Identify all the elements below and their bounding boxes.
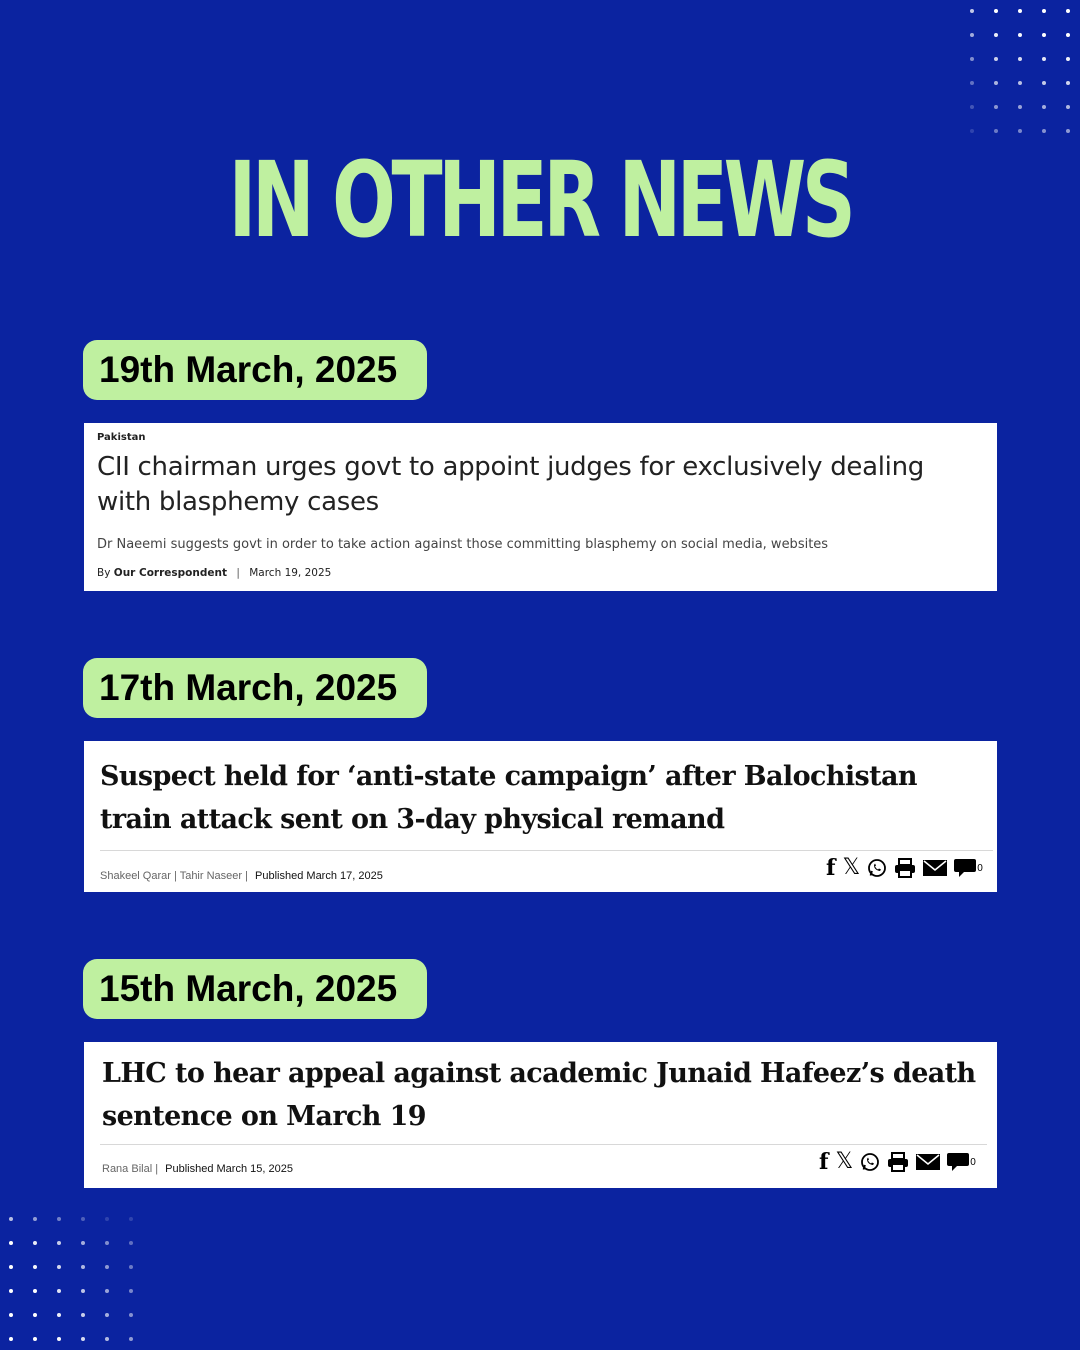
decorative-dot [129,1265,133,1269]
decorative-dot [33,1265,37,1269]
by-label: By [97,567,111,579]
decorative-dot [129,1313,133,1317]
decorative-dot [105,1337,109,1341]
print-icon[interactable] [887,1152,909,1172]
decorative-dot [81,1289,85,1293]
publish-date: Published March 15, 2025 [165,1163,293,1175]
decorative-dot [1018,105,1022,109]
decorative-dot [57,1241,61,1245]
decorative-dot [970,81,974,85]
byline [102,1162,293,1176]
decorative-dot [1066,33,1070,37]
decorative-dot [57,1265,61,1269]
decorative-dot [81,1241,85,1245]
decorative-dot [105,1241,109,1245]
share-bar [812,1151,976,1173]
whatsapp-icon[interactable] [867,858,887,878]
decorative-dot [1066,9,1070,13]
decorative-dot [9,1241,13,1245]
decorative-dot [129,1337,133,1341]
share-bar [819,857,983,879]
publish-date: Published March 17, 2025 [255,870,383,882]
publish-date: March 19, 2025 [249,567,332,579]
comment-count: 0 [970,1156,976,1168]
date-badge: 17th March, 2025 [83,658,427,718]
decorative-dot [81,1313,85,1317]
news-card[interactable] [84,423,997,591]
decorative-dot [1066,81,1070,85]
decorative-dot [9,1265,13,1269]
byline [97,566,984,580]
decorative-dot [105,1289,109,1293]
decorative-dot [129,1241,133,1245]
decorative-dot [970,129,974,133]
email-icon[interactable] [916,1153,940,1171]
comment-icon[interactable] [954,858,983,878]
author-links[interactable]: Shakeel Qarar | Tahir Naseer | [100,870,248,882]
facebook-icon[interactable]: f [819,1149,829,1175]
decorative-dot [1042,57,1046,61]
decorative-dot [33,1241,37,1245]
author-links[interactable]: Rana Bilal | [102,1163,159,1175]
decorative-dot [1018,33,1022,37]
email-icon[interactable] [923,859,947,877]
decorative-dot [105,1313,109,1317]
comment-count: 0 [977,862,983,874]
byline [100,869,383,883]
article-summary: Dr Naeemi suggests govt in order to take action against those committing blasphemy on social media, websites [97,537,829,552]
decorative-dot [81,1337,85,1341]
decorative-dot [1042,9,1046,13]
x-icon[interactable]: 𝕏 [842,855,861,880]
headline-link[interactable]: Suspect held for ‘anti-state campaign’ after Balochistan train attack sent on 3-day physical remand [100,761,917,835]
date-badge: 15th March, 2025 [83,959,427,1019]
decorative-dot [1018,57,1022,61]
x-icon[interactable]: 𝕏 [835,1149,854,1174]
decorative-dot [970,105,974,109]
news-card[interactable] [84,741,997,892]
decorative-dot [9,1289,13,1293]
decorative-dot [994,9,998,13]
decorative-dot [994,105,998,109]
news-card[interactable] [84,1042,997,1188]
decorative-dot [9,1217,13,1221]
date-badge: 19th March, 2025 [83,340,427,400]
decorative-dot [994,57,998,61]
author-link[interactable]: Our Correspondent [113,567,227,579]
decorative-dot [105,1265,109,1269]
decorative-dot [129,1217,133,1221]
decorative-dot [994,81,998,85]
decorative-dot [33,1313,37,1317]
page-title: IN OTHER NEWS [228,139,852,261]
divider [100,1144,987,1145]
decorative-dot [57,1337,61,1341]
divider [100,850,993,851]
comment-icon[interactable] [947,1152,976,1172]
decorative-dot [1018,129,1022,133]
decorative-dot [33,1337,37,1341]
decorative-dot [1066,129,1070,133]
decorative-dot [33,1217,37,1221]
decorative-dot [1042,129,1046,133]
decorative-dot [129,1289,133,1293]
decorative-dot [81,1265,85,1269]
decorative-dot [970,57,974,61]
decorative-dot [1066,105,1070,109]
decorative-dot [33,1289,37,1293]
decorative-dot [970,33,974,37]
print-icon[interactable] [894,858,916,878]
decorative-dot [9,1313,13,1317]
decorative-dot [1042,81,1046,85]
decorative-dot [57,1217,61,1221]
headline-link[interactable]: CII chairman urges govt to appoint judges for exclusively dealing with blasphemy cases [97,452,924,517]
decorative-dot [970,9,974,13]
meta-separator: | [236,567,240,579]
decorative-dot [994,129,998,133]
decorative-dot [57,1289,61,1293]
whatsapp-icon[interactable] [860,1152,880,1172]
decorative-dot [9,1337,13,1341]
decorative-dot [57,1313,61,1317]
decorative-dot [1018,81,1022,85]
facebook-icon[interactable]: f [826,855,836,881]
decorative-dot [1018,9,1022,13]
decorative-dot [1066,57,1070,61]
decorative-dot [1042,33,1046,37]
section-label[interactable]: Pakistan [97,432,146,443]
decorative-dot [105,1217,109,1221]
headline-link[interactable]: LHC to hear appeal against academic Junaid Hafeez’s death sentence on March 19 [102,1058,976,1132]
decorative-dot [994,33,998,37]
decorative-dot [1042,105,1046,109]
decorative-dot [81,1217,85,1221]
